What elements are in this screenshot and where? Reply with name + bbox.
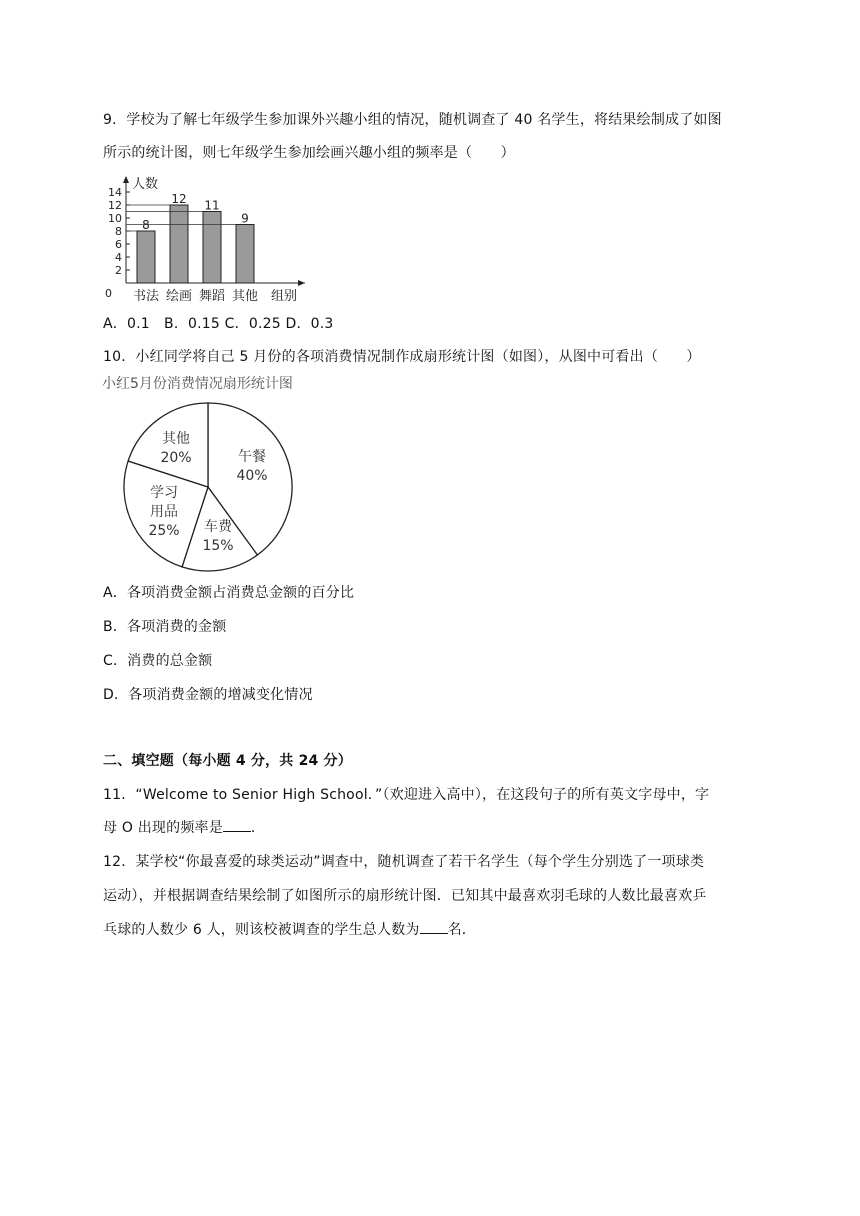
answer-blank bbox=[223, 819, 251, 832]
q11-line2-end: ． bbox=[250, 820, 266, 836]
q11-line2-text: 母 O 出现的频率是 bbox=[103, 820, 223, 836]
y-tick-label: 8 bbox=[115, 225, 122, 238]
q10-option-b: B．各项消费的金额 bbox=[103, 619, 227, 635]
bar bbox=[203, 212, 221, 284]
bar-chart bbox=[100, 172, 315, 304]
y-tick-label: 0 bbox=[105, 287, 112, 300]
q11-line1: 11．“Welcome to Senior High School．”（欢迎进入高中），在这段句子的所有英文字母中，字 bbox=[103, 787, 710, 803]
y-tick-label: 14 bbox=[108, 186, 122, 199]
q10-option-a: A．各项消费金额占消费总金额的百分比 bbox=[103, 585, 355, 601]
q9-line1: 9．学校为了解七年级学生参加课外兴趣小组的情况，随机调查了 40 名学生，将结果绘制成了如图 bbox=[103, 112, 722, 128]
slice-percent: 20% bbox=[160, 450, 192, 466]
section-heading: 二、填空题（每小题 4 分，共 24 分） bbox=[103, 753, 352, 769]
bar-value-label: 8 bbox=[142, 218, 150, 232]
q9-line2: 所示的统计图，则七年级学生参加绘画兴趣小组的频率是（ ） bbox=[103, 145, 515, 161]
q12-line3-text: 乓球的人数少 6 人，则该校被调查的学生总人数为 bbox=[103, 922, 420, 938]
q10-option-d: D．各项消费金额的增减变化情况 bbox=[103, 687, 313, 703]
slice-percent: 15% bbox=[202, 538, 234, 554]
bar bbox=[170, 205, 188, 283]
q12-line3 bbox=[103, 920, 476, 940]
y-tick-label: 2 bbox=[115, 264, 122, 277]
slice-percent: 40% bbox=[236, 468, 268, 484]
q12-line3-end: 名． bbox=[447, 922, 477, 938]
bar-value-label: 9 bbox=[241, 211, 249, 226]
y-tick-label: 12 bbox=[108, 199, 122, 212]
bar-value-label: 11 bbox=[204, 198, 220, 213]
q10-option-c: C．消费的总金额 bbox=[103, 653, 213, 669]
q12-line2: 运动），并根据调查结果绘制了如图所示的扇形统计图．已知其中最喜欢羽毛球的人数比最喜欢乒 bbox=[103, 888, 707, 904]
x-axis-label: 组别 bbox=[270, 289, 298, 304]
bar-value-label: 12 bbox=[171, 192, 187, 206]
answer-blank bbox=[420, 921, 448, 934]
q9-options: A．0.1 B．0.15 C．0.25 D．0.3 bbox=[103, 316, 334, 332]
slice-label: 车费 bbox=[204, 519, 232, 535]
y-tick-label: 6 bbox=[115, 238, 122, 251]
q10-line1: 10．小红同学将自己 5 月份的各项消费情况制作成扇形统计图（如图），从图中可看出（ ） bbox=[103, 349, 701, 365]
bar bbox=[137, 231, 155, 283]
slice-label: 学习 bbox=[150, 485, 178, 501]
category-label: 舞蹈 bbox=[198, 289, 226, 304]
category-label: 其他 bbox=[231, 289, 259, 304]
x-axis-arrow bbox=[298, 280, 305, 286]
slice-percent: 25% bbox=[148, 523, 180, 539]
pie-chart-title: 小红5月份消费情况扇形统计图 bbox=[102, 376, 293, 392]
category-label: 绘画 bbox=[165, 289, 193, 304]
slice-label: 其他 bbox=[162, 431, 190, 447]
category-label: 书法 bbox=[132, 289, 160, 304]
y-axis-arrow bbox=[123, 176, 129, 183]
slice-label: 午餐 bbox=[238, 449, 266, 465]
slice-label: 用品 bbox=[150, 504, 178, 520]
q12-line1: 12．某学校“你最喜爱的球类运动”调查中，随机调查了若干名学生（每个学生分别选了一项球类 bbox=[103, 854, 705, 870]
bar-chart-bars bbox=[126, 205, 254, 283]
q11-line2 bbox=[103, 818, 265, 838]
y-tick-label: 4 bbox=[115, 251, 122, 264]
y-axis-label: 人数 bbox=[132, 177, 159, 192]
bar bbox=[236, 225, 254, 284]
y-tick-label: 10 bbox=[108, 212, 122, 225]
pie-chart bbox=[100, 373, 310, 573]
